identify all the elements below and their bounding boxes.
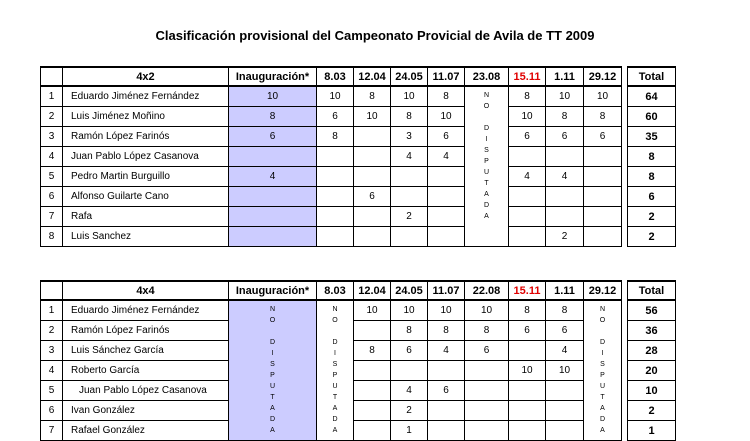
table-row <box>41 187 676 207</box>
column-header: 1.11 <box>546 281 584 300</box>
inauguracion-cell <box>229 187 317 207</box>
column-header: Inauguración* <box>229 281 317 300</box>
score-cell: 10 <box>391 86 428 107</box>
position-cell: 4 <box>41 147 63 167</box>
position-cell: 6 <box>41 401 63 421</box>
table-row <box>41 167 676 187</box>
no-disputada-letter: U <box>483 169 490 176</box>
score-cell: 6 <box>428 127 465 147</box>
score-cell: 2 <box>391 207 428 227</box>
score-cell <box>584 187 622 207</box>
score-cell <box>546 401 584 421</box>
total-cell: 36 <box>628 321 676 341</box>
column-header: 23.08 <box>465 67 509 86</box>
column-header: 29.12 <box>584 67 622 86</box>
score-cell: 4 <box>546 341 584 361</box>
score-cell <box>354 401 391 421</box>
header-blank <box>41 281 63 300</box>
column-header: 24.05 <box>391 281 428 300</box>
score-cell: 6 <box>546 321 584 341</box>
score-cell <box>509 207 546 227</box>
position-cell: 8 <box>41 227 63 247</box>
category-header: 4x4 <box>63 281 229 300</box>
score-cell <box>509 421 546 441</box>
score-cell <box>428 361 465 381</box>
score-cell: 6 <box>584 127 622 147</box>
total-cell: 20 <box>628 361 676 381</box>
position-cell: 2 <box>41 107 63 127</box>
column-header: 22.08 <box>465 281 509 300</box>
score-cell: 10 <box>509 361 546 381</box>
standings-table-4x4 <box>40 280 676 441</box>
score-cell: 6 <box>354 187 391 207</box>
position-cell: 7 <box>41 207 63 227</box>
score-cell: 10 <box>428 107 465 127</box>
table-row <box>41 127 676 147</box>
no-disputada-letter: T <box>270 394 275 401</box>
column-header: Total <box>628 67 676 86</box>
total-cell: 8 <box>628 167 676 187</box>
player-name: Eduardo Jiménez Fernández <box>63 300 229 321</box>
inauguracion-cell <box>229 207 317 227</box>
total-cell: 35 <box>628 127 676 147</box>
score-cell: 2 <box>391 401 428 421</box>
player-name: Eduardo Jiménez Fernández <box>63 86 229 107</box>
player-name: Roberto García <box>63 361 229 381</box>
total-cell: 10 <box>628 381 676 401</box>
score-cell <box>391 361 428 381</box>
total-cell: 6 <box>628 187 676 207</box>
no-disputada-letter: A <box>484 213 489 220</box>
no-disputada-letter: D <box>599 416 606 423</box>
score-cell <box>428 227 465 247</box>
score-cell <box>354 381 391 401</box>
position-cell: 3 <box>41 127 63 147</box>
no-disputada-letter: T <box>332 394 338 401</box>
player-name: Luis Jiménez Moñino <box>63 107 229 127</box>
score-cell: 10 <box>354 300 391 321</box>
position-cell: 1 <box>41 86 63 107</box>
no-disputada-letter: U <box>332 383 338 390</box>
score-cell <box>354 421 391 441</box>
score-cell: 4 <box>391 381 428 401</box>
no-disputada-letter: A <box>332 427 338 434</box>
no-disputada-letter: P <box>270 372 275 379</box>
no-disputada-letter: A <box>270 405 275 412</box>
score-cell: 8 <box>546 300 584 321</box>
score-cell <box>546 147 584 167</box>
score-cell <box>584 227 622 247</box>
score-cell: 8 <box>546 107 584 127</box>
table-row <box>41 361 676 381</box>
score-cell: 4 <box>428 147 465 167</box>
table-row <box>41 321 676 341</box>
no-disputada-letter: T <box>484 180 489 187</box>
player-name: Rafa <box>63 207 229 227</box>
no-disputada-letter: D <box>269 339 276 346</box>
score-cell: 8 <box>509 86 546 107</box>
score-cell <box>354 227 391 247</box>
no-disputada-letter: D <box>269 416 276 423</box>
score-cell <box>317 207 354 227</box>
score-cell: 4 <box>546 167 584 187</box>
no-disputada-inauguracion <box>229 300 317 441</box>
no-disputada-letter: S <box>332 361 338 368</box>
total-cell: 56 <box>628 300 676 321</box>
score-cell <box>509 147 546 167</box>
category-header: 4x2 <box>63 67 229 86</box>
player-name: Juan Pablo López Casanova <box>63 147 229 167</box>
score-cell: 8 <box>428 321 465 341</box>
inauguracion-cell: 6 <box>229 127 317 147</box>
player-name: Ramón López Farinós <box>63 127 229 147</box>
no-disputada-letter: A <box>600 405 605 412</box>
score-cell <box>317 147 354 167</box>
score-cell: 10 <box>354 107 391 127</box>
score-cell: 6 <box>509 127 546 147</box>
table-row <box>41 341 676 361</box>
score-cell <box>354 127 391 147</box>
position-cell: 5 <box>41 381 63 401</box>
score-cell <box>391 187 428 207</box>
column-header: Total <box>628 281 676 300</box>
score-cell <box>465 421 509 441</box>
standings-table-4x2 <box>40 66 676 247</box>
no-disputada-letter: S <box>270 361 275 368</box>
score-cell <box>391 167 428 187</box>
score-cell: 4 <box>391 147 428 167</box>
column-header: 15.11 <box>509 67 546 86</box>
no-disputada-letter: U <box>599 383 606 390</box>
total-cell: 2 <box>628 401 676 421</box>
score-cell <box>317 187 354 207</box>
total-cell: 2 <box>628 227 676 247</box>
no-disputada-letter <box>229 326 316 337</box>
column-header: 1.11 <box>546 67 584 86</box>
score-cell <box>428 207 465 227</box>
inauguracion-cell: 4 <box>229 167 317 187</box>
score-cell <box>465 381 509 401</box>
score-cell: 10 <box>546 361 584 381</box>
position-cell: 7 <box>41 421 63 441</box>
player-name: Rafael González <box>63 421 229 441</box>
score-cell: 8 <box>509 300 546 321</box>
no-disputada-letter: I <box>271 350 274 357</box>
score-cell: 8 <box>428 86 465 107</box>
score-cell <box>428 187 465 207</box>
table-row <box>41 381 676 401</box>
table-row <box>41 147 676 167</box>
total-cell: 28 <box>628 341 676 361</box>
column-header: 12.04 <box>354 67 391 86</box>
score-cell: 3 <box>391 127 428 147</box>
score-cell: 8 <box>391 321 428 341</box>
total-cell: 2 <box>628 207 676 227</box>
score-cell <box>546 421 584 441</box>
no-disputada-letter: S <box>600 361 605 368</box>
total-cell: 1 <box>628 421 676 441</box>
score-cell: 10 <box>428 300 465 321</box>
table-row <box>41 107 676 127</box>
column-header: 8.03 <box>317 281 354 300</box>
score-cell <box>428 167 465 187</box>
table-row <box>41 227 676 247</box>
score-cell: 6 <box>391 341 428 361</box>
table-row <box>41 401 676 421</box>
score-cell: 6 <box>509 321 546 341</box>
score-cell <box>546 207 584 227</box>
no-disputada-letter <box>584 326 621 337</box>
score-cell: 1 <box>391 421 428 441</box>
score-cell: 8 <box>317 127 354 147</box>
table-row <box>41 300 676 321</box>
total-cell: 8 <box>628 147 676 167</box>
score-cell <box>465 401 509 421</box>
score-cell <box>354 207 391 227</box>
score-cell <box>391 227 428 247</box>
score-cell: 2 <box>546 227 584 247</box>
total-cell: 60 <box>628 107 676 127</box>
player-name: Pedro Martin Burguillo <box>63 167 229 187</box>
score-cell <box>428 421 465 441</box>
score-cell <box>509 401 546 421</box>
no-disputada-letter: N <box>599 306 606 313</box>
score-cell <box>428 401 465 421</box>
no-disputada-letter: S <box>484 147 489 154</box>
column-header: 8.03 <box>317 67 354 86</box>
table-row <box>41 421 676 441</box>
player-name: Ramón López Farinós <box>63 321 229 341</box>
no-disputada-letter: N <box>269 306 276 313</box>
no-disputada-letter: D <box>483 125 490 132</box>
score-cell: 8 <box>354 341 391 361</box>
score-cell <box>546 381 584 401</box>
column-header: 29.12 <box>584 281 622 300</box>
no-disputada-letter: O <box>599 317 606 324</box>
no-disputada-letter <box>465 112 508 123</box>
score-cell: 8 <box>465 321 509 341</box>
no-disputada-letter: T <box>600 394 605 401</box>
table-row <box>41 207 676 227</box>
position-cell: 3 <box>41 341 63 361</box>
score-cell <box>317 227 354 247</box>
player-name: Juan Pablo López Casanova <box>63 381 229 401</box>
score-cell <box>509 227 546 247</box>
score-cell: 6 <box>317 107 354 127</box>
column-header: 12.04 <box>354 281 391 300</box>
no-disputada-letter <box>317 326 353 337</box>
page-title: Clasificación provisional del Campeonato Provicial de Avila de TT 2009 <box>155 28 595 43</box>
score-cell: 4 <box>509 167 546 187</box>
column-header: 11.07 <box>428 67 465 86</box>
score-cell: 6 <box>546 127 584 147</box>
position-cell: 4 <box>41 361 63 381</box>
column-header: Inauguración* <box>229 67 317 86</box>
player-name: Luis Sanchez <box>63 227 229 247</box>
header-blank <box>41 67 63 86</box>
no-disputada-letter: O <box>332 317 338 324</box>
score-cell <box>584 167 622 187</box>
inauguracion-cell <box>229 147 317 167</box>
no-disputada-letter: P <box>332 372 338 379</box>
position-cell: 5 <box>41 167 63 187</box>
no-disputada-letter: I <box>334 350 336 357</box>
score-cell <box>354 321 391 341</box>
column-header: 11.07 <box>428 281 465 300</box>
no-disputada-2912 <box>584 300 622 441</box>
player-name: Luis Sánchez García <box>63 341 229 361</box>
no-disputada-letter: O <box>483 103 490 110</box>
score-cell: 10 <box>584 86 622 107</box>
table-header-row <box>41 67 676 86</box>
position-cell: 1 <box>41 300 63 321</box>
no-disputada-0803 <box>317 300 354 441</box>
score-cell: 6 <box>428 381 465 401</box>
no-disputada-letter: A <box>270 427 275 434</box>
column-header: 15.11 <box>509 281 546 300</box>
inauguracion-cell: 8 <box>229 107 317 127</box>
no-disputada-letter: D <box>599 339 606 346</box>
inauguracion-cell <box>229 227 317 247</box>
score-cell <box>509 341 546 361</box>
score-cell: 10 <box>546 86 584 107</box>
position-cell: 2 <box>41 321 63 341</box>
column-header: 24.05 <box>391 67 428 86</box>
score-cell <box>509 381 546 401</box>
table-header-row <box>41 281 676 300</box>
no-disputada-letter: P <box>484 158 489 165</box>
no-disputada-letter: I <box>485 136 488 143</box>
player-name: Ivan González <box>63 401 229 421</box>
position-cell: 6 <box>41 187 63 207</box>
no-disputada-letter: D <box>483 202 490 209</box>
score-cell: 8 <box>391 107 428 127</box>
no-disputada-letter: A <box>484 191 489 198</box>
score-cell: 10 <box>317 86 354 107</box>
no-disputada-letter: I <box>601 350 604 357</box>
score-cell <box>584 147 622 167</box>
no-disputada-letter: D <box>332 416 338 423</box>
score-cell: 4 <box>428 341 465 361</box>
table-row <box>41 86 676 107</box>
score-cell <box>317 167 354 187</box>
score-cell <box>354 361 391 381</box>
no-disputada-letter: O <box>269 317 276 324</box>
no-disputada-letter: N <box>332 306 338 313</box>
no-disputada-column <box>465 86 509 247</box>
score-cell <box>354 147 391 167</box>
score-cell <box>465 361 509 381</box>
no-disputada-letter: D <box>332 339 338 346</box>
no-disputada-letter: P <box>600 372 605 379</box>
score-cell <box>546 187 584 207</box>
score-cell: 10 <box>465 300 509 321</box>
score-cell <box>509 187 546 207</box>
score-cell <box>584 207 622 227</box>
no-disputada-letter: N <box>483 92 490 99</box>
total-cell: 64 <box>628 86 676 107</box>
no-disputada-letter: A <box>332 405 338 412</box>
score-cell: 6 <box>465 341 509 361</box>
score-cell: 10 <box>391 300 428 321</box>
player-name: Alfonso Guilarte Cano <box>63 187 229 207</box>
score-cell: 10 <box>509 107 546 127</box>
no-disputada-letter: A <box>600 427 605 434</box>
score-cell <box>354 167 391 187</box>
score-cell: 8 <box>584 107 622 127</box>
score-cell: 8 <box>354 86 391 107</box>
no-disputada-letter: U <box>269 383 276 390</box>
inauguracion-cell: 10 <box>229 86 317 107</box>
